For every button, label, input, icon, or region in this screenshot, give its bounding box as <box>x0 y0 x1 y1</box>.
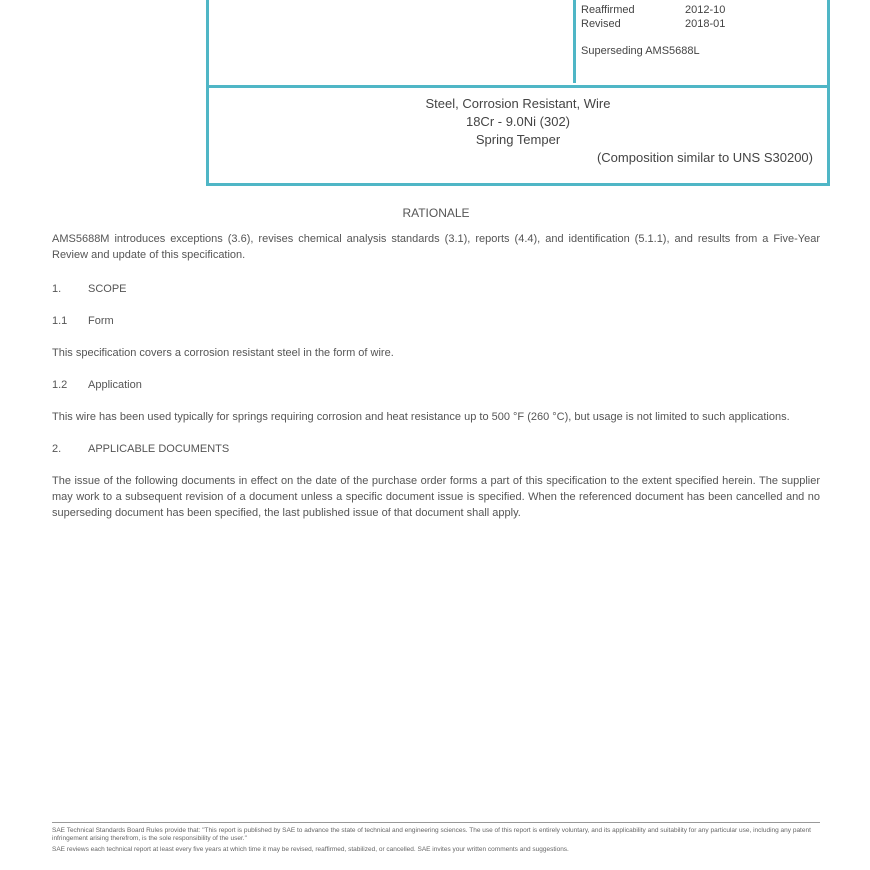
header-divider <box>573 0 576 83</box>
title-line: 18Cr - 9.0Ni (302) <box>465 114 571 129</box>
document-header-box <box>206 0 830 186</box>
composition-note: (Composition similar to UNS S30200) <box>596 150 813 165</box>
date-value: 2018-01 <box>685 18 726 30</box>
footer-review-note: SAE reviews each technical report at least every five years at which time it may be revised, reaffirmed, stabilized, or cancelled. SAE invites your written comments and suggestions. <box>52 846 569 853</box>
applicable-documents-text: The issue of the following documents in effect on the date of the purchase order forms a part of this specification to the extent specified herein. The supplier may work to a subsequent revision of a document unless a specific document issue is specified. When the referenced document has been cancelled and no superseding document has been specified, the last published issue of that document shall apply. <box>52 475 820 519</box>
date-value: 2012-10 <box>685 4 726 16</box>
title-line: Spring Temper <box>475 132 561 147</box>
date-label: Revised <box>581 18 621 30</box>
date-row-revised <box>581 17 725 31</box>
section-number: 1.1 <box>52 315 68 327</box>
section-heading-applicable-documents <box>52 441 820 457</box>
header-top-section <box>209 0 827 88</box>
rationale-text: AMS5688M introduces exceptions (3.6), revises chemical analysis standards (3.1), reports (4.4), and identification (5.1.1), and results from a Five-Year Review and update of this specification. <box>52 233 820 261</box>
footer-disclaimer: SAE Technical Standards Board Rules provide that: "This report is published by SAE to advance the state of technical and engineering sciences. The use of this report is entirely voluntary, and its applicability and suitability for any particular use, including any patent infringement arising therefrom, is the sole responsibility of the user." <box>52 827 811 842</box>
superseding-note: Superseding AMS5688L <box>581 45 700 57</box>
document-dates <box>581 3 725 57</box>
date-row-reaffirmed <box>581 3 725 17</box>
section-number: 1. <box>52 283 62 295</box>
form-text: This specification covers a corrosion resistant steel in the form of wire. <box>52 347 394 359</box>
section-number: 1.2 <box>52 379 68 391</box>
document-title <box>209 95 827 167</box>
title-line: Steel, Corrosion Resistant, Wire <box>425 96 611 111</box>
document-body <box>52 205 820 521</box>
rationale-heading: RATIONALE <box>402 206 470 220</box>
section-title: SCOPE <box>88 283 127 295</box>
section-title: Application <box>88 379 142 391</box>
page-footer <box>52 822 820 857</box>
section-title: Form <box>88 315 114 327</box>
application-text: This wire has been used typically for springs requiring corrosion and heat resistance up to 500 °F (260 °C), but usage is not limited to such applications. <box>52 411 790 423</box>
date-label: Reaffirmed <box>581 4 635 16</box>
section-heading-application <box>52 377 820 393</box>
section-heading-form <box>52 313 820 329</box>
section-heading-scope <box>52 281 820 297</box>
section-number: 2. <box>52 443 62 455</box>
section-title: APPLICABLE DOCUMENTS <box>88 443 230 455</box>
